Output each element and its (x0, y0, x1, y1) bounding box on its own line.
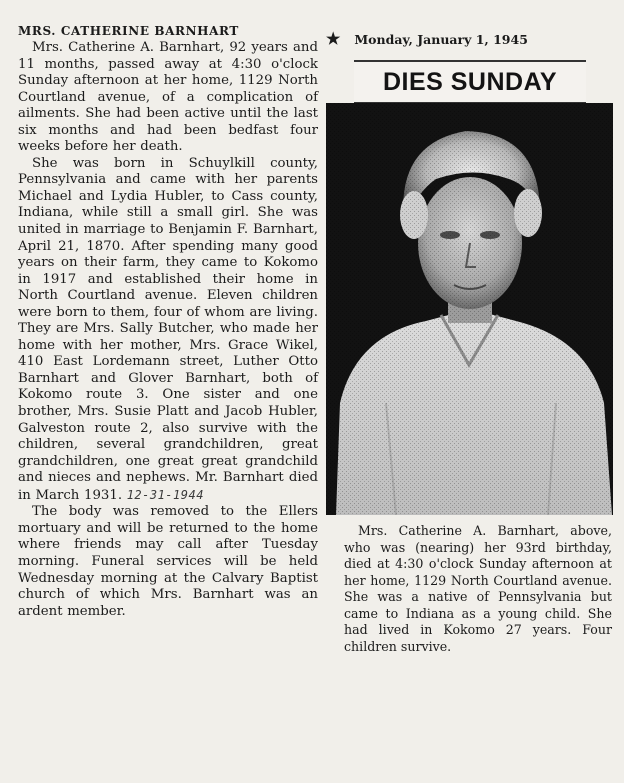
dateline-text: Monday, January 1, 1945 (354, 31, 528, 47)
dies-sunday-title: DIES SUNDAY (382, 67, 558, 96)
obituary-paragraph-3: The body was removed to the Ellers mortuary and will be returned to the home where friends may call after Tuesday morning. Funeral services will be held Wednesday morning at the Calvary Baptist church of which Mrs. Barnhart was an ardent member. (18, 504, 318, 619)
obituary-paragraph-2-text: She was born in Schuylkill county, Pennsylvania and came with her parents Michael and Lydia Hubler, to Cass county, Indiana, while still a small girl. She was united in marriage to Benjamin F. Barnhart, April 21, 1870. After spending many good years on their farm, they came to Kokomo in 1917 and established their home in North Courtland avenue. Eleven children were born to them, four of whom are living. They are Mrs. Sally Butcher, who made her home with her mother, Mrs. Grace Wikel, 410 East Lordemann street, Luther Otto Barnhart and Glover Barnhart, both of Kokomo route 3. One sister and one brother, Mrs. Susie Platt and Jacob Hubler, Galveston route 2, also survive with the children, several grandchildren, great grandchildren, one great great grandchild and nieces and nephews. Mr. Barnhart died in March 1931. (18, 155, 318, 503)
portrait-image (326, 103, 613, 515)
portrait-photo (326, 103, 613, 515)
handwritten-date: 12-31-1944 (126, 487, 204, 502)
photo-caption: Mrs. Catherine A. Barnhart, above, who was (nearing) her 93rd birthday, died at 4:30 o'clock Sunday afternoon at her home, 1129 North Courtland avenue. She was a native of Pennsylvania but came to Indiana as a young child. She had lived in Kokomo 27 years. Four children survive. (344, 523, 612, 654)
obituary-paragraph-1: Mrs. Catherine A. Barnhart, 92 years and 11 months, passed away at 4:30 o'clock Sunday afternoon at her home, 1129 North Courtland avenue, of a complication of ailments. She had been active until the last six months and had been bedfast four weeks before her death. (18, 40, 318, 155)
dateline-row (326, 30, 616, 48)
obituary-headline: MRS. CATHERINE BARNHART (18, 24, 239, 38)
obituary-column (18, 24, 318, 620)
dies-sunday-banner (354, 60, 586, 103)
star-icon: ★ (326, 29, 341, 48)
obituary-paragraph-2 (18, 156, 318, 504)
